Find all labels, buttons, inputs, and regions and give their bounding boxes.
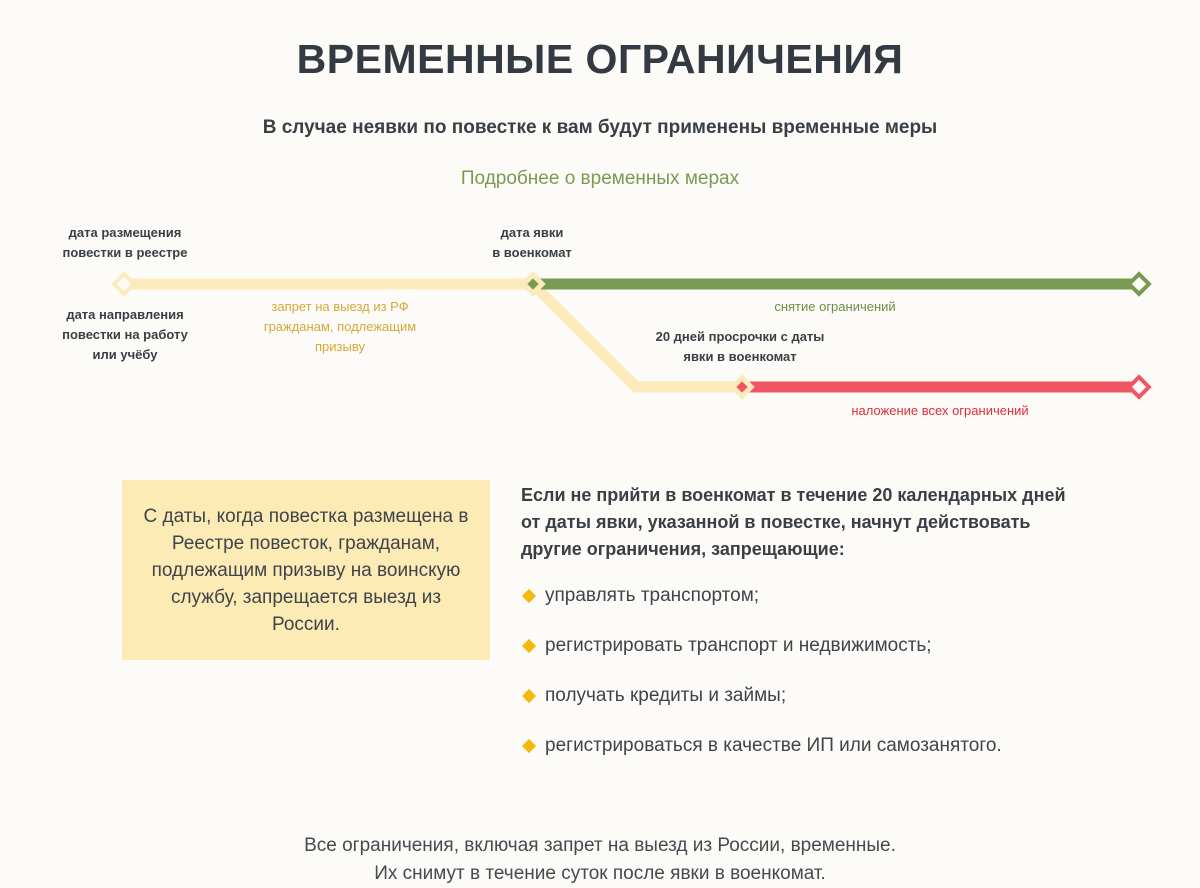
list-item-text: регистрировать транспорт и недвижимость; <box>545 635 932 656</box>
diamond-bullet-icon <box>522 739 536 753</box>
page-subtitle: В случае неявки по повестке к вам будут применены временные меры <box>262 117 938 138</box>
all-restrictions-label: наложение всех ограничений <box>851 403 1029 418</box>
registry-date-node <box>114 274 134 294</box>
footer-note <box>0 832 1200 888</box>
restrictions-heading: Если не прийти в военкомат в течение 20 календарных дней от даты явки, указанной в повестке, начнут действовать другие ограничения, запрещающие: <box>521 485 1066 559</box>
list-item-text: получать кредиты и займы; <box>545 685 787 706</box>
all-restrictions-end-node <box>1129 377 1149 397</box>
list-item <box>521 733 1081 783</box>
lift-restrictions-label: снятие ограничений <box>774 299 896 314</box>
page-title: ВРЕМЕННЫЕ ОГРАНИЧЕНИЯ <box>296 36 904 82</box>
sent-date-label: дата направления повестки на работу или учёбу <box>62 307 188 362</box>
more-info-link[interactable]: Подробнее о временных мерах <box>460 168 740 189</box>
restrictions-list <box>521 583 1081 783</box>
footer-line-1: Все ограничения, включая запрет на выезд из России, временные. <box>304 835 896 856</box>
restrictions-timeline <box>0 215 1200 430</box>
travel-ban-label: запрет на выезд из РФ гражданам, подлежащим призыву <box>263 299 417 354</box>
diamond-bullet-icon <box>522 639 536 653</box>
list-item-text: управлять транспортом; <box>545 585 760 606</box>
appearance-date-label: дата явки в военкомат <box>492 225 572 260</box>
restrictions-section <box>521 482 1081 783</box>
list-item <box>521 633 1081 683</box>
overdue-node <box>729 374 754 399</box>
lift-end-node <box>1129 274 1149 294</box>
diamond-bullet-icon <box>522 689 536 703</box>
footer-line-2: Их снимут в течение суток после явки в военкомат. <box>374 863 826 884</box>
travel-ban-info-text: С даты, когда повестка размещена в Реестре повесток, гражданам, подлежащим призыву на воинскую службу, запрещается выезд из России. <box>143 505 469 635</box>
list-item-text: регистрироваться в качестве ИП или самозанятого. <box>545 735 1002 756</box>
registry-date-label: дата размещения повестки в реестре <box>62 225 188 260</box>
list-item <box>521 683 1081 733</box>
diamond-bullet-icon <box>522 589 536 603</box>
list-item <box>521 583 1081 633</box>
travel-ban-info-box <box>122 480 490 660</box>
overdue-label: 20 дней просрочки с даты явки в военкомат <box>655 329 825 364</box>
